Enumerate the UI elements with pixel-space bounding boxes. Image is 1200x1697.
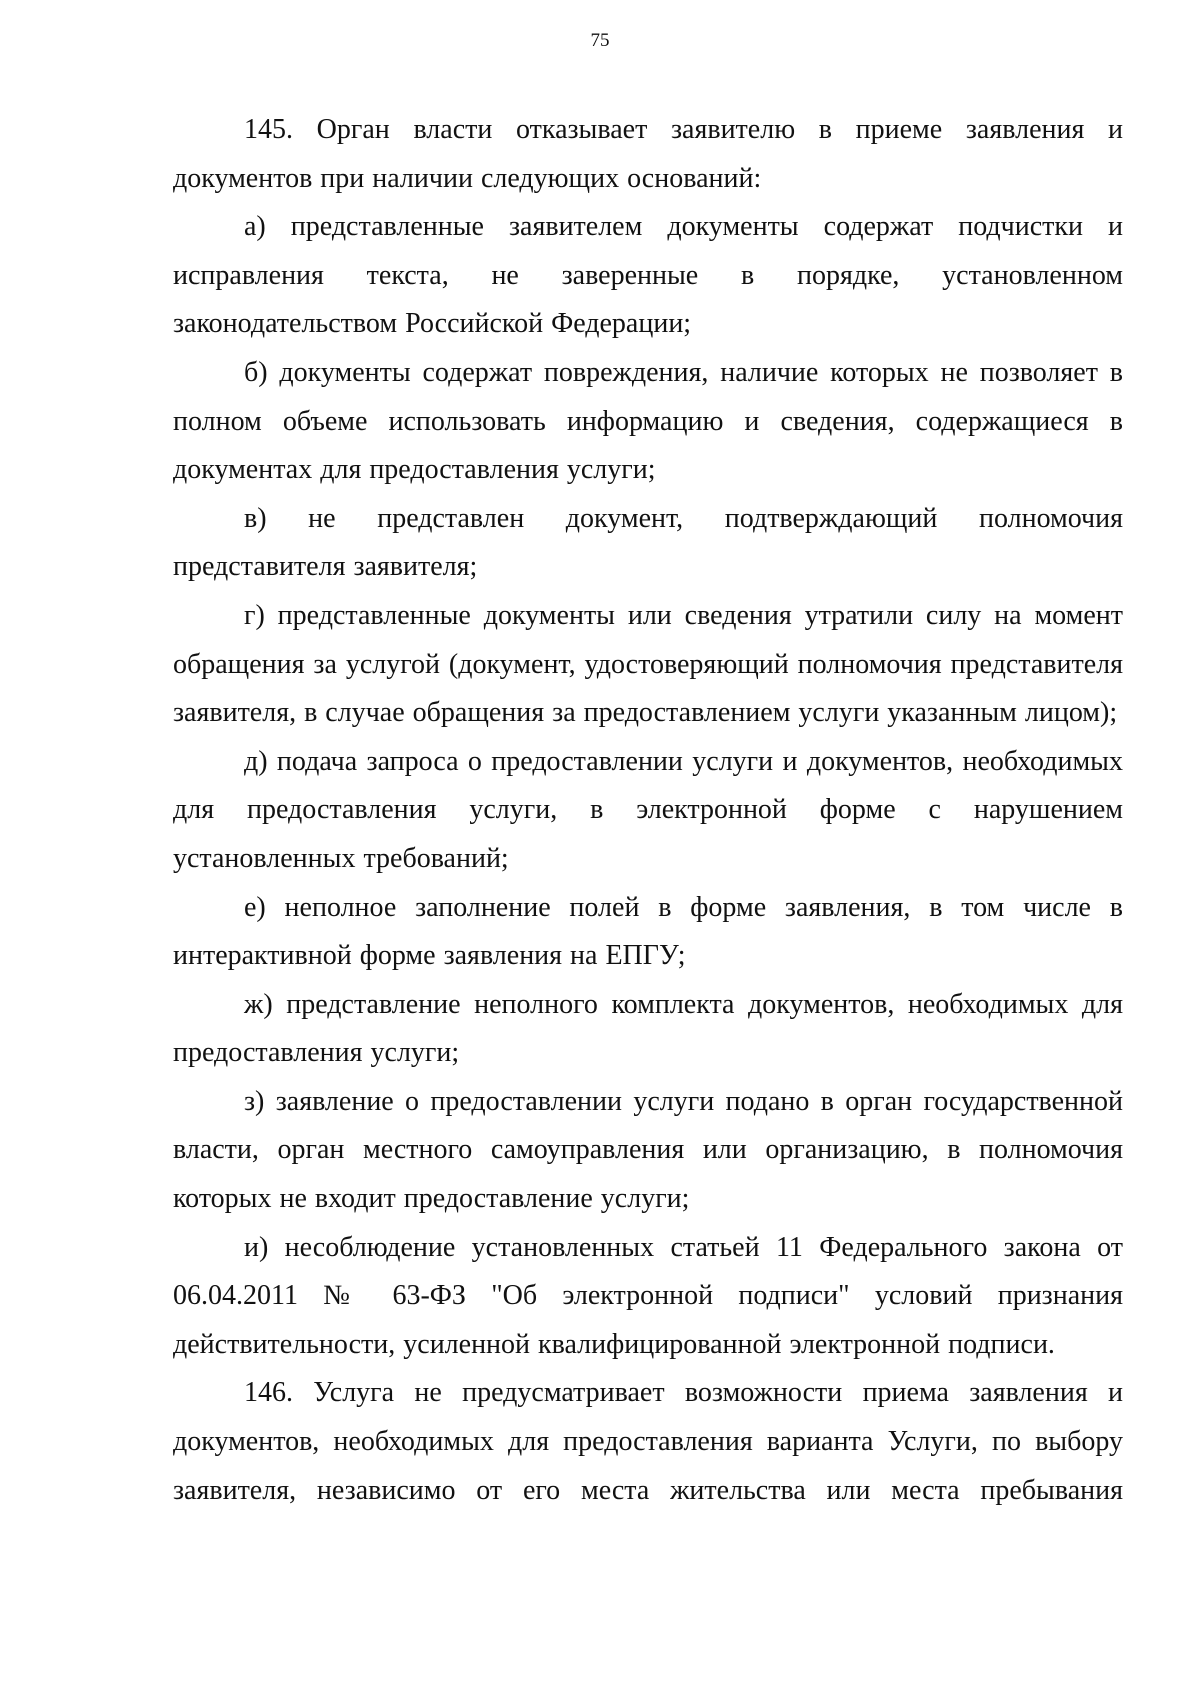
list-item-zh: ж) представление неполного комплекта документов, необходимых для предоставления услуги; <box>173 988 1123 1069</box>
list-item-e: е) неполное заполнение полей в форме заявления, в том числе в интерактивной форме заявления на ЕПГУ; <box>173 891 1123 972</box>
paragraph-145: 145. Орган власти отказывает заявителю в приеме заявления и документов при наличии следующих оснований: <box>173 114 1123 194</box>
paragraph-146: 146. Услуга не предусматривает возможности приема заявления и документов, необходимых для предоставления варианта Услуги, по выбору заявителя, независимо от его места жительства или места пребывания <box>173 1377 1123 1506</box>
list-item-b: б) документы содержат повреждения, наличие которых не позволяет в полном объеме использовать информацию и сведения, содержащиеся в документах для предоставления услуги; <box>173 356 1123 486</box>
document-body <box>173 106 1123 1515</box>
list-item-i: и) несоблюдение установленных статьей 11 Федерального закона от 06.04.2011 № 63-ФЗ "Об электронной подписи" условий признания действительности, усиленной квалифицированной электронной подписи. <box>173 1231 1123 1360</box>
list-item-a: а) представленные заявителем документы содержат подчистки и исправления текста, не заверенные в порядке, установленном законодательством Российской Федерации; <box>173 211 1123 340</box>
list-item-z: з) заявление о предоставлении услуги подано в орган государственной власти, орган местного самоуправления или организацию, в полномочия которых не входит предоставление услуги; <box>173 1085 1123 1215</box>
list-item-v: в) не представлен документ, подтверждающий полномочия представителя заявителя; <box>173 502 1123 583</box>
list-item-g: г) представленные документы или сведения утратили силу на момент обращения за услугой (документ, удостоверяющий полномочия представителя заявителя, в случае обращения за предоставлением услуги указанным лицом); <box>173 599 1123 729</box>
list-item-d: д) подача запроса о предоставлении услуги и документов, необходимых для предоставления услуги, в электронной форме с нарушением установленных требований; <box>173 745 1123 874</box>
page-number: 75 <box>590 30 610 51</box>
